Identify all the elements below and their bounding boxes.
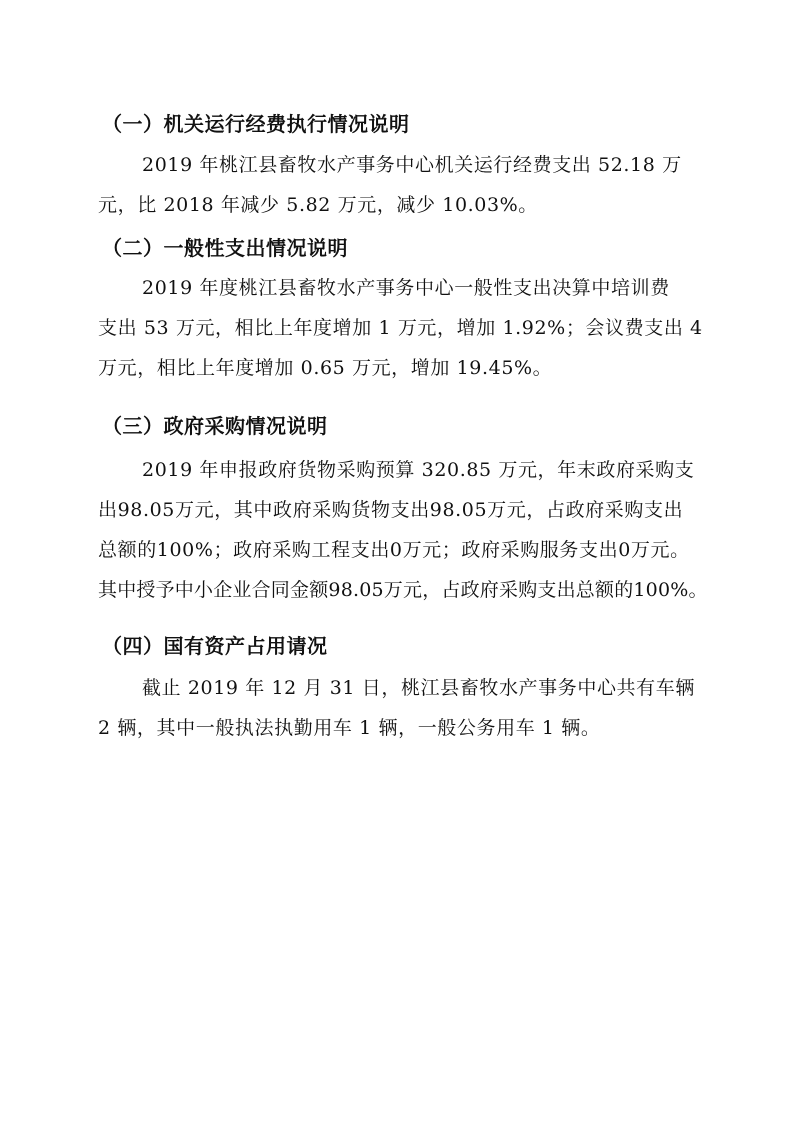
section-2-paragraph bbox=[98, 268, 718, 388]
section-4-paragraph bbox=[98, 668, 718, 748]
section-2-line-1: 2019 年度桃江县畜牧水产事务中心一般性支出决算中培训费 bbox=[142, 277, 670, 299]
section-1-heading: （一）机关运行经费执行情况说明 bbox=[102, 112, 410, 136]
section-2-line-2: 支出 53 万元，相比上年度增加 1 万元，增加 1.92%；会议费支出 4 bbox=[98, 317, 703, 339]
section-3-line-2: 出98.05万元，其中政府采购货物支出98.05万元，占政府采购支出 bbox=[98, 499, 684, 521]
section-3-paragraph bbox=[98, 450, 718, 610]
section-3-heading: （三）政府采购情况说明 bbox=[102, 414, 328, 438]
section-2-heading: （二）一般性支出情况说明 bbox=[102, 236, 348, 260]
section-1-line-2: 元，比 2018 年减少 5.82 万元，减少 10.03%。 bbox=[98, 194, 538, 216]
section-4-line-2: 2 辆，其中一般执法执勤用车 1 辆，一般公务用车 1 辆。 bbox=[98, 717, 601, 739]
section-3-line-1: 2019 年申报政府货物采购预算 320.85 万元，年末政府采购支 bbox=[142, 459, 695, 481]
section-4-line-1: 截止 2019 年 12 月 31 日，桃江县畜牧水产事务中心共有车辆 bbox=[142, 677, 695, 699]
section-4-heading: （四）国有资产占用请况 bbox=[102, 634, 328, 658]
section-3-line-3: 总额的100%；政府采购工程支出0万元；政府采购服务支出0万元。 bbox=[98, 539, 690, 561]
section-1-paragraph bbox=[98, 145, 718, 225]
section-1-line-1: 2019 年桃江县畜牧水产事务中心机关运行经费支出 52.18 万 bbox=[142, 154, 682, 176]
section-3-line-4: 其中授予中小企业合同金额98.05万元，占政府采购支出总额的100%。 bbox=[98, 579, 708, 601]
section-2-line-3: 万元，相比上年度增加 0.65 万元，增加 19.45%。 bbox=[98, 357, 553, 379]
